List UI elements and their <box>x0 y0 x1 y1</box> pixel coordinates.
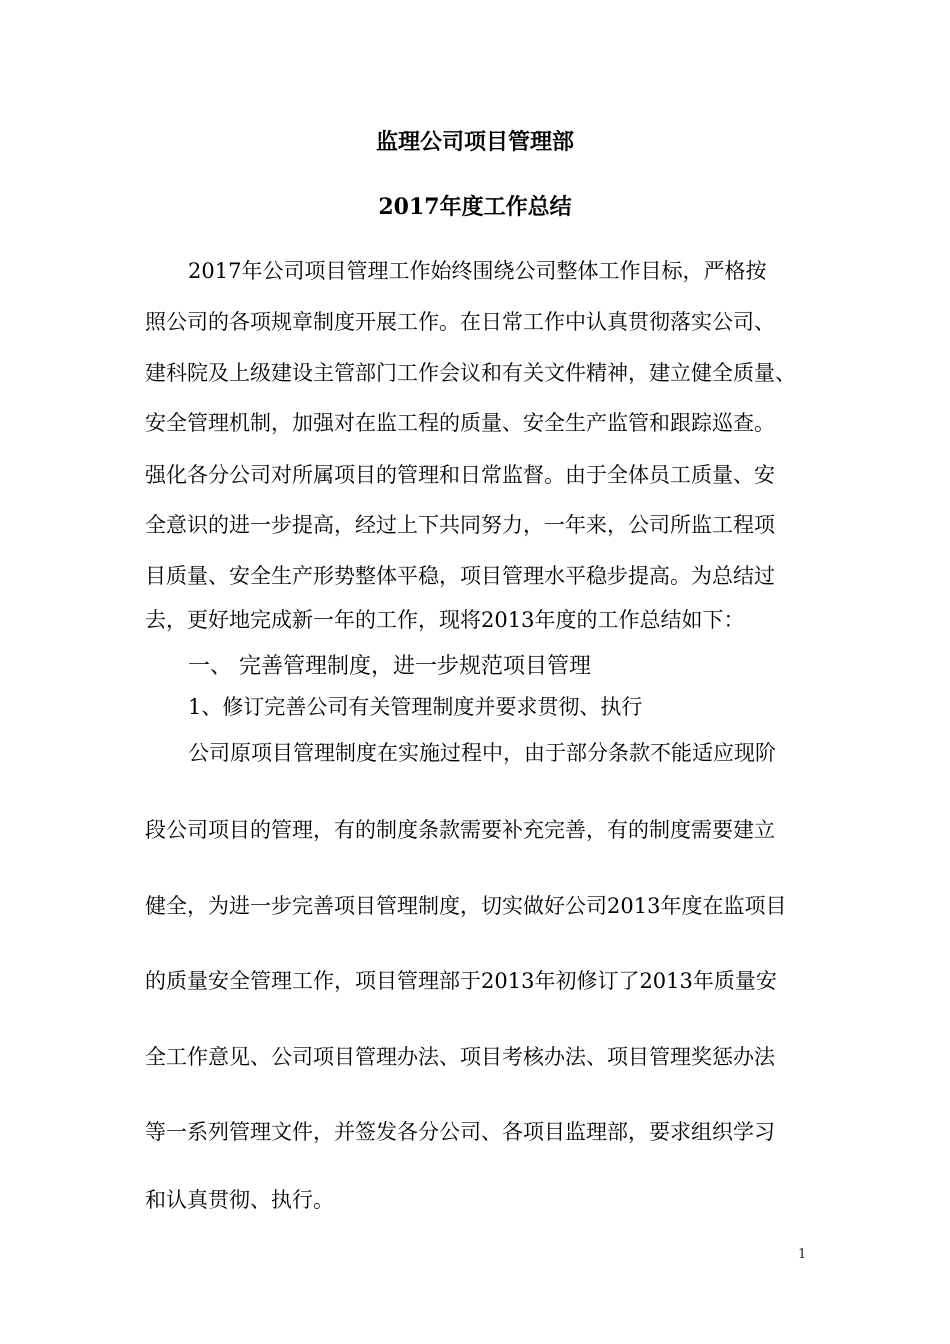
intro-line: 安全管理机制，加强对在监工程的质量、安全生产监管和跟踪巡查。 <box>145 411 775 435</box>
intro-line: 强化各分公司对所属项目的管理和日常监督。由于全体员工质量、安 <box>145 463 775 487</box>
page-number: 1 <box>798 1247 807 1262</box>
document-title: 监理公司项目管理部 <box>375 129 574 155</box>
intro-line: 2017年公司项目管理工作始终围绕公司整体工作目标，严格按 <box>188 259 767 283</box>
body-line: 段公司项目的管理，有的制度条款需要补充完善，有的制度需要建立 <box>145 818 775 842</box>
intro-line: 照公司的各项规章制度开展工作。在日常工作中认真贯彻落实公司、 <box>145 310 775 334</box>
body-line: 的质量安全管理工作，项目管理部于2013年初修订了2013年质量安 <box>145 969 777 993</box>
body-line: 等一系列管理文件，并签发各分公司、各项目监理部，要求组织学习 <box>145 1120 775 1144</box>
intro-line: 目质量、安全生产形势整体平稳，项目管理水平稳步提高。为总结过 <box>145 564 775 588</box>
intro-line: 建科院及上级建设主管部门工作会议和有关文件精神，建立健全质量、 <box>145 361 796 385</box>
intro-line: 去，更好地完成新一年的工作，现将2013年度的工作总结如下： <box>145 608 745 632</box>
body-line: 健全，为进一步完善项目管理制度，切实做好公司2013年度在监项目 <box>145 894 787 918</box>
body-line: 和认真贯彻、执行。 <box>145 1188 334 1212</box>
body-line: 全工作意见、公司项目管理办法、项目考核办法、项目管理奖惩办法 <box>145 1045 775 1069</box>
intro-line: 全意识的进一步提高，经过上下共同努力，一年来，公司所监工程项 <box>145 513 775 537</box>
section-heading: 一、 完善管理制度，进一步规范项目管理 <box>188 654 591 679</box>
body-line: 公司原项目管理制度在实施过程中，由于部分条款不能适应现阶 <box>188 741 776 765</box>
subsection-heading: 1、修订完善公司有关管理制度并要求贯彻、执行 <box>188 695 643 719</box>
document-subtitle: 2017年度工作总结 <box>378 194 572 220</box>
